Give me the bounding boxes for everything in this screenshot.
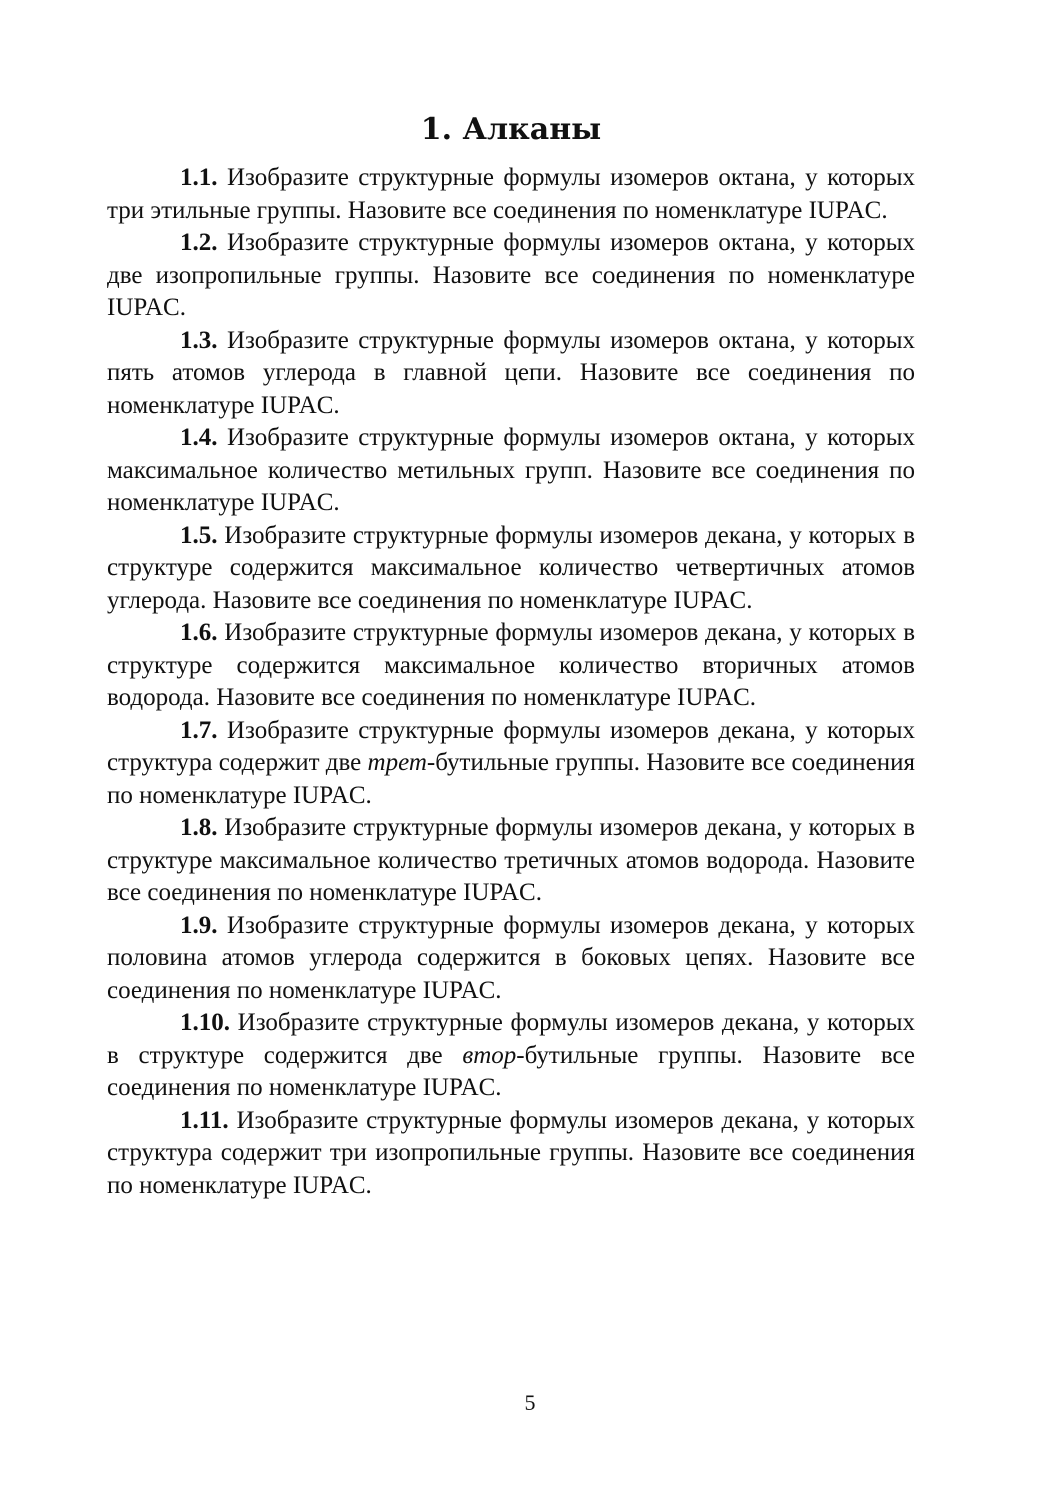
problem-1-5 [107,520,915,618]
page-body [107,108,915,1202]
problem-text: -бутильные группы. Назовите все соединения по номенклатуре IUPAC. [107,749,915,809]
problem-number: 1.10. [180,1009,230,1036]
problem-text: Изобразите структурные формулы изомеров октана, у которых две изопропильные группы. Назовите все соединения по номенклатуре IUPAC. [107,229,916,321]
problem-text: Изобразите структурные формулы изомеров октана, у которых максимальное количество метильных групп. Назовите все соединения по номенклатуре IUPAC. [107,424,916,516]
problem-1-10 [107,1007,915,1105]
problem-number: 1.7. [180,716,218,744]
problem-text: Изобразите структурные формулы изомеров декана, у которых в структуре максимальное количество третичных атомов водорода. Назовите все соединения по номенклатуре IUPAC. [107,814,915,906]
problem-text: Изобразите структурные формулы изомеров декана, у которых структура содержит две [107,716,915,776]
problem-text: -бутильные группы. Назовите все соединения по номенклатуре IUPAC. [107,1041,916,1101]
problem-text: Изобразите структурные формулы изомеров декана, у которых структура содержит три изопропильные группы. Назовите все соединения по номенклатуре IUPAC. [107,1106,915,1199]
problem-number: 1.3. [180,326,218,354]
problem-1-3 [107,325,915,423]
problem-number: 1.9. [180,911,218,939]
problem-number: 1.6. [180,619,218,646]
problem-1-8 [107,812,915,910]
problem-number: 1.5. [180,521,218,549]
problem-number: 1.4. [180,424,218,451]
page-number: 5 [524,1390,536,1415]
problem-number: 1.8. [180,814,218,841]
chapter-title: 1. Алканы [420,112,602,147]
problem-text: Изобразите структурные формулы изомеров октана, у которых пять атомов углерода в главной цепи. Назовите все соединения по номенклатуре IUPAC. [107,326,916,419]
problem-italic-term: трет [367,749,427,776]
problem-1-4 [107,422,915,520]
problem-1-11 [107,1105,915,1203]
problem-text: Изобразите структурные формулы изомеров декана, у которых в структуре содержится максимальное количество вторичных атомов водорода. Назовите все соединения по номенклатуре IUPAC. [107,619,915,711]
problem-text: Изобразите структурные формулы изомеров декана, у которых в структуре содержится две [107,1009,915,1069]
problem-italic-term: втор [462,1041,517,1069]
problem-1-6 [107,617,915,715]
problem-1-7 [107,715,915,813]
problem-text: Изобразите структурные формулы изомеров декана, у которых половина атомов углерода содержится в боковых цепях. Назовите все соединения по номенклатуре IUPAC. [107,911,915,1004]
problem-number: 1.11. [180,1106,229,1134]
problem-text: Изобразите структурные формулы изомеров октана, у которых три этильные группы. Назовите все соединения по номенклатуре IUPAC. [107,164,916,224]
problem-text: Изобразите структурные формулы изомеров декана, у которых в структуре содержится максимальное количество четвертичных атомов углерода. Назовите все соединения по номенклатуре IUPAC. [107,521,915,614]
problem-number: 1.1. [180,164,218,191]
problem-1-1 [107,162,915,227]
problem-number: 1.2. [180,229,218,256]
problem-1-2 [107,227,915,325]
problem-1-9 [107,910,915,1008]
